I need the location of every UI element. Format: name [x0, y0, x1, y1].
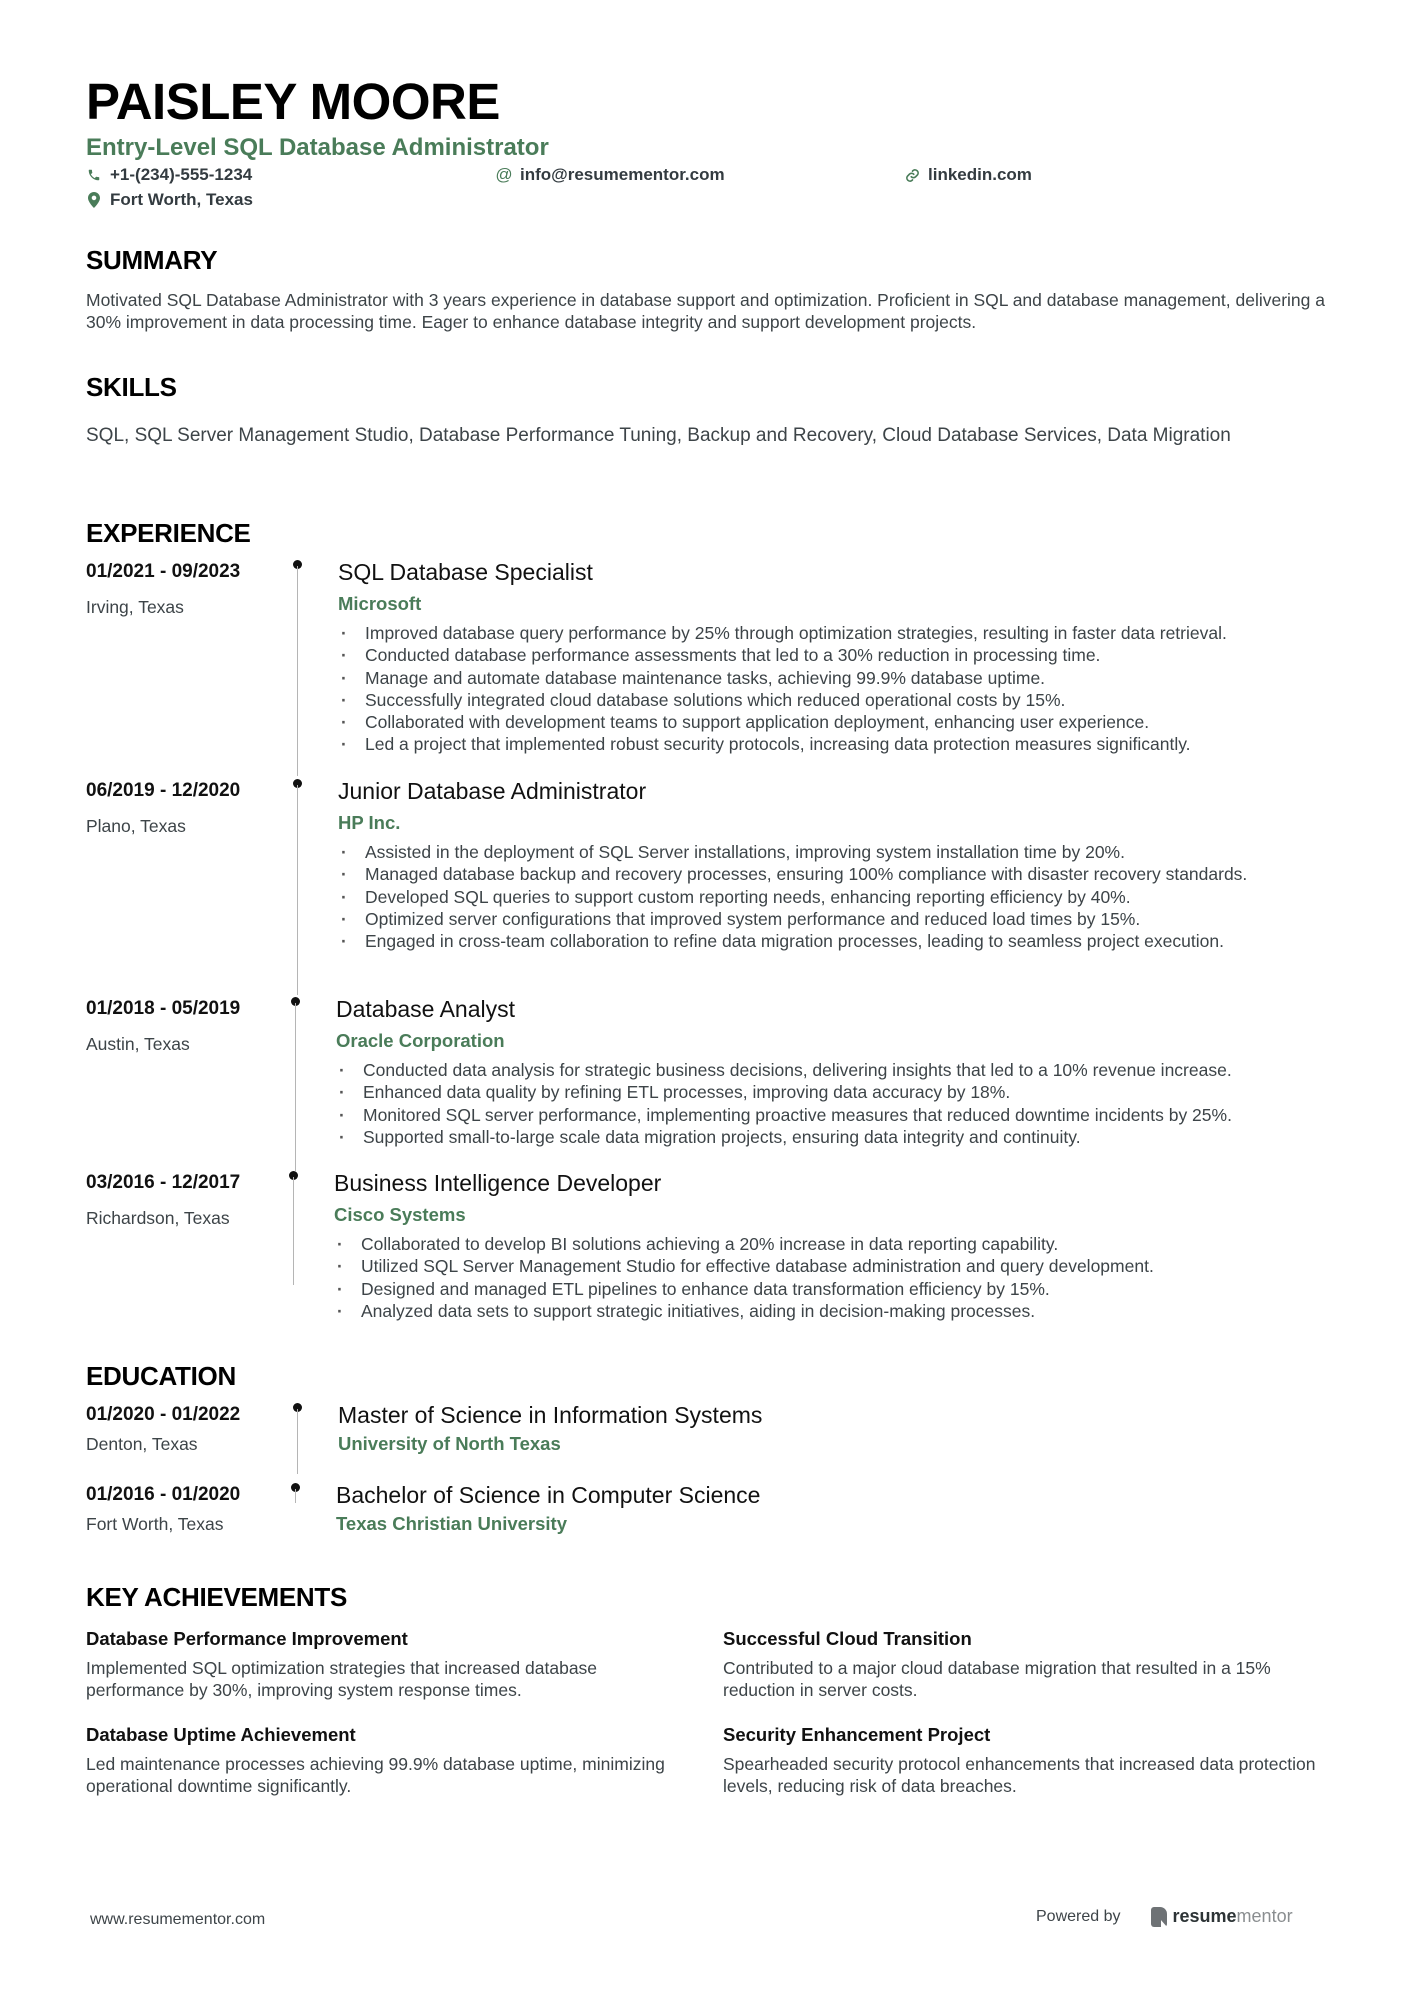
job-title: Junior Database Administrator: [338, 778, 647, 804]
phone-value: +1-(234)-555-1234: [110, 165, 253, 184]
job-bullet: · Designed and managed ETL pipelines to enhance data transformation efficiency by 15%.: [334, 1278, 1334, 1300]
candidate-role: Entry-Level SQL Database Administrator: [86, 134, 549, 161]
timeline-line: [297, 566, 298, 776]
location-value: Fort Worth, Texas: [110, 190, 253, 209]
job-dates: 01/2018 - 05/2019: [86, 998, 241, 1019]
achievement-desc: Implemented SQL optimization strategies that increased database performance by 30%, improving system response times.: [86, 1658, 598, 1700]
powered-by-label: Powered by: [1036, 1907, 1121, 1925]
edu-dates: 01/2020 - 01/2022: [86, 1404, 241, 1425]
job-location: Plano, Texas: [86, 816, 186, 836]
at-icon: @: [495, 165, 513, 184]
job-dates: 03/2016 - 12/2017: [86, 1172, 241, 1193]
job-bullet: · Conducted data analysis for strategic business decisions, delivering insights that led to a 10% revenue increase.: [336, 1059, 1336, 1081]
contact-email[interactable]: [496, 165, 725, 185]
edu-dates: 01/2016 - 01/2020: [86, 1484, 241, 1505]
job-bullet: · Optimized server configurations that improved system performance and reduced load times by 15%.: [338, 908, 1258, 930]
skills-text: SQL, SQL Server Management Studio, Database Performance Tuning, Backup and Recovery, Cloud Database Services, Data Migration: [86, 425, 1231, 446]
job-dates: 01/2021 - 09/2023: [86, 561, 241, 582]
job-bullet: · Developed SQL queries to support custom reporting needs, enhancing reporting efficiency by 40%.: [338, 886, 1258, 908]
job-bullet: · Successfully integrated cloud database solutions which reduced operational costs by 15%.: [338, 689, 1338, 711]
timeline-line: [295, 1003, 296, 1171]
resumementor-logo-icon: [1151, 1907, 1167, 1927]
achievement-title: Successful Cloud Transition: [723, 1628, 972, 1649]
job-company: Microsoft: [338, 593, 422, 614]
job-location: Irving, Texas: [86, 597, 184, 617]
achievement-title: Security Enhancement Project: [723, 1724, 991, 1745]
job-bullets: [336, 1059, 1336, 1148]
edu-degree: Bachelor of Science in Computer Science: [336, 1482, 761, 1508]
job-bullets: [334, 1233, 1334, 1322]
timeline-line: [297, 1409, 298, 1474]
job-bullet: · Managed database backup and recovery processes, ensuring 100% compliance with disaster recovery standards.: [338, 863, 1258, 885]
job-bullets: [338, 622, 1338, 756]
contact-location: [86, 190, 253, 210]
job-bullet: · Collaborated to develop BI solutions achieving a 20% increase in data reporting capability.: [334, 1233, 1334, 1255]
resumementor-logo[interactable]: [1151, 1906, 1293, 1927]
job-bullet: · Monitored SQL server performance, implementing proactive measures that reduced downtime incidents by 25%.: [336, 1104, 1336, 1126]
phone-icon: [86, 168, 102, 182]
skills-heading: SKILLS: [86, 372, 177, 402]
job-bullet: · Manage and automate database maintenance tasks, achieving 99.9% database uptime.: [338, 667, 1338, 689]
job-bullet: · Supported small-to-large scale data migration projects, ensuring data integrity and continuity.: [336, 1126, 1336, 1148]
job-title: Database Analyst: [336, 996, 516, 1022]
achievement-title: Database Uptime Achievement: [86, 1724, 356, 1745]
job-bullet: · Assisted in the deployment of SQL Server installations, improving system installation time by 20%.: [338, 841, 1258, 863]
job-title: SQL Database Specialist: [338, 559, 593, 585]
job-company: Oracle Corporation: [336, 1030, 505, 1051]
job-company: Cisco Systems: [334, 1204, 466, 1225]
edu-location: Denton, Texas: [86, 1434, 198, 1454]
job-title: Business Intelligence Developer: [334, 1170, 662, 1196]
achievement-desc: Spearheaded security protocol enhancements that increased data protection levels, reducing risk of data breaches.: [723, 1754, 1316, 1796]
job-bullet: · Led a project that implemented robust security protocols, increasing data protection measures significantly.: [338, 733, 1338, 755]
achievement-desc: Led maintenance processes achieving 99.9% database uptime, minimizing operational downtime significantly.: [86, 1754, 665, 1796]
contact-phone[interactable]: [86, 165, 252, 185]
brand-part-1: resume: [1172, 1906, 1237, 1926]
brand-part-2: mentor: [1236, 1906, 1293, 1926]
contact-linkedin[interactable]: [904, 165, 1032, 185]
job-company: HP Inc.: [338, 812, 401, 833]
job-bullet: · Improved database query performance by 25% through optimization strategies, resulting in faster data retrieval.: [338, 622, 1338, 644]
footer-website-link[interactable]: www.resumementor.com: [90, 1911, 266, 1928]
job-dates: 06/2019 - 12/2020: [86, 780, 241, 801]
link-icon: [904, 168, 920, 183]
job-bullet: · Conducted database performance assessments that led to a 30% reduction in processing time.: [338, 644, 1338, 666]
map-pin-icon: [86, 192, 102, 208]
job-bullet: · Analyzed data sets to support strategic initiatives, aiding in decision-making processes.: [334, 1300, 1334, 1322]
job-location: Austin, Texas: [86, 1034, 190, 1054]
edu-school: University of North Texas: [338, 1433, 561, 1454]
edu-location: Fort Worth, Texas: [86, 1514, 224, 1534]
edu-degree: Master of Science in Information Systems: [338, 1402, 763, 1428]
footer-powered-by: [1036, 1906, 1293, 1927]
achievements-heading: KEY ACHIEVEMENTS: [86, 1582, 348, 1612]
timeline-line: [295, 1489, 296, 1503]
achievement-title: Database Performance Improvement: [86, 1628, 408, 1649]
timeline-line: [293, 1177, 294, 1285]
job-bullet: · Collaborated with development teams to support application deployment, enhancing user experience.: [338, 711, 1338, 733]
job-bullet: · Utilized SQL Server Management Studio for effective database administration and query development.: [334, 1255, 1334, 1277]
achievement-desc: Contributed to a major cloud database migration that resulted in a 15% reduction in server costs.: [723, 1658, 1271, 1700]
experience-heading: EXPERIENCE: [86, 518, 251, 548]
summary-text: Motivated SQL Database Administrator with 3 years experience in database support and optimization. Proficient in SQL and database management, delivering a 30% improvement in data processing time. Eager to enhance database integrity and support development projects.: [86, 290, 1325, 332]
summary-heading: SUMMARY: [86, 245, 218, 275]
linkedin-value: linkedin.com: [928, 165, 1032, 184]
candidate-name: PAISLEY MOORE: [86, 73, 500, 130]
job-bullet: · Enhanced data quality by refining ETL processes, improving data accuracy by 18%.: [336, 1081, 1336, 1103]
timeline-line: [297, 785, 298, 995]
email-value: info@resumementor.com: [520, 165, 725, 184]
edu-school: Texas Christian University: [336, 1513, 567, 1534]
job-bullets: [338, 841, 1258, 952]
education-heading: EDUCATION: [86, 1361, 236, 1391]
job-bullet: · Engaged in cross-team collaboration to refine data migration processes, leading to seamless project execution.: [338, 930, 1258, 952]
job-location: Richardson, Texas: [86, 1208, 230, 1228]
